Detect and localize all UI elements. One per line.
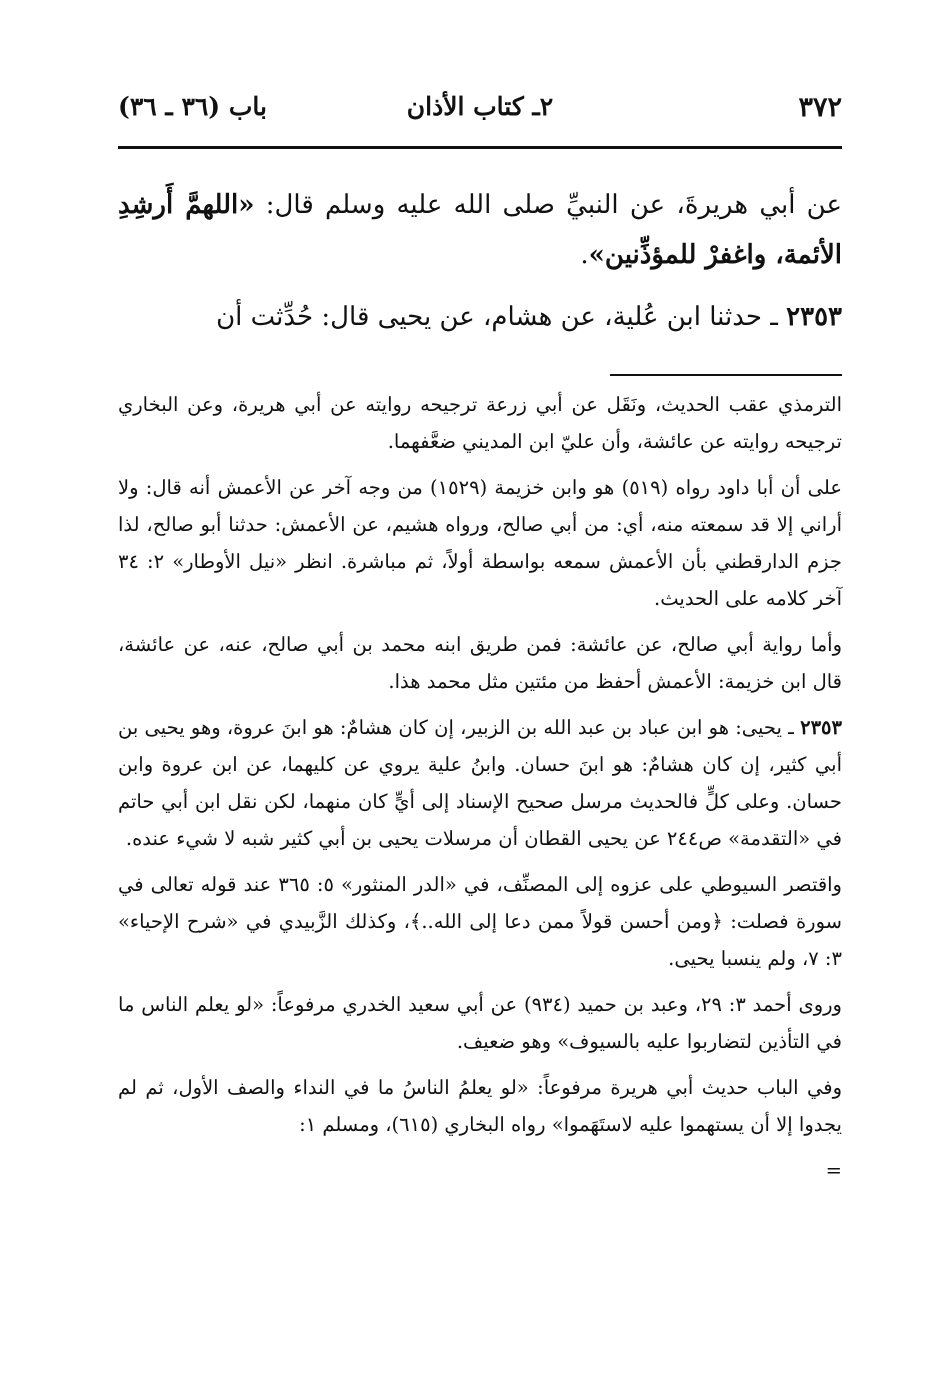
header-rule xyxy=(118,146,842,149)
chapter-range: باب (٣٦ ـ ٣٦) xyxy=(118,92,267,121)
footnote-text: وفي الباب حديث أبي هريرة مرفوعاً: «لو يعلمُ الناسُ ما في النداء والصف الأول، ثم لم يجدوا إلا أن يستهموا عليه لاستَهَموا» رواه البخاري (٦١٥)، ومسلم ١: xyxy=(118,1076,842,1136)
paragraph-end: . xyxy=(580,240,589,270)
footnote-paragraph xyxy=(118,866,842,977)
footnote-paragraph xyxy=(118,386,842,460)
book-title: ٢ـ كتاب الأذان xyxy=(406,92,554,121)
hadith-quote: «اللهمَّ أَرشِدِ الأئمة، واغفرْ للمؤذِّنين» xyxy=(118,190,842,270)
footnote-text: وروى أحمد ٣: ٢٩، وعبد بن حميد (٩٣٤) عن أبي سعيد الخدري مرفوعاً: «لو يعلم الناس ما في التأذين لتضاربوا عليه بالسيوف» وهو ضعيف. xyxy=(118,993,842,1053)
footnote-text: واقتصر السيوطي على عزوه إلى المصنِّف، في «الدر المنثور» ٥: ٣٦٥ عند قوله تعالى في سورة فصلت: ﴿ومن أحسن قولاً ممن دعا إلى الله..﴾، وكذلك الزَّبيدي في «شرح الإحياء» ٣: ٧، ولم ينسبا يحيى. xyxy=(118,873,842,970)
continuation-mark: = xyxy=(825,1159,842,1182)
hadith-number: ٢٣٥٣ xyxy=(786,302,842,332)
footnote-text: وأما رواية أبي صالح، عن عائشة: فمن طريق ابنه محمد بن أبي صالح، عنه، عن عائشة، قال ابن خزيمة: الأعمش أحفظ من مئتين مثل محمد هذا. xyxy=(118,633,842,693)
footnote-paragraph xyxy=(118,1069,842,1143)
footnote-paragraph xyxy=(118,469,842,617)
page-number: ٣٧٢ xyxy=(798,92,842,123)
footnote-paragraph xyxy=(118,709,842,857)
narration-text: عن أبي هريرةَ، عن النبيِّ صلى الله عليه وسلم قال: xyxy=(254,190,842,220)
hadith-paragraph xyxy=(118,290,842,344)
footnote-text: ـ يحيى: هو ابن عباد بن عبد الله بن الزبير، إن كان هشامٌ: هو ابنَ عروة، وهو يحيى بن أبي كثير، إن كان هشامٌ: هو ابنَ حسان. وابنُ علية يروي عن كليهما، عن ابن عروة وابن حسان. وعلى كلٍّ فالحديث مرسل صحيح الإسناد إلى أيٍّ كان منهما، لكن نقل ابن أبي حاتم في «التقدمة» ص٢٤٤ عن يحيى القطان أن مرسلات يحيى بن أبي كثير شبه لا شيء عنده. xyxy=(118,716,842,850)
footnotes xyxy=(118,386,842,1198)
footnote-paragraph xyxy=(118,986,842,1060)
running-header xyxy=(118,92,842,136)
hadith-text: ـ حدثنا ابن عُلية، عن هشام، عن يحيى قال: حُدِّثت أن xyxy=(216,302,787,332)
main-text xyxy=(118,180,842,344)
main-paragraph xyxy=(118,180,842,280)
footnote-separator xyxy=(610,374,842,376)
footnote-text: على أن أبا داود رواه (٥١٩) هو وابن خزيمة (١٥٢٩) من وجه آخر عن الأعمش أنه قال: ولا أراني إلا قد سمعته منه، أي: من أبي صالح، ورواه هشيم، عن الأعمش: حدثنا أبو صالح، لذا جزم الدارقطني بأن الأعمش سمعه بواسطة أولاً، ثم مباشرة. انظر «نيل الأوطار» ٢: ٣٤ آخر كلامه على الحديث. xyxy=(118,476,842,610)
footnote-text: الترمذي عقب الحديث، ونَقَل عن أبي زرعة ترجيحه روايته عن أبي هريرة، وعن البخاري ترجيحه روايته عن عائشة، وأن عليّ ابن المديني ضعَّفهما. xyxy=(118,393,842,453)
footnote-number: ٢٣٥٣ xyxy=(800,716,842,739)
footnote-paragraph xyxy=(118,626,842,700)
